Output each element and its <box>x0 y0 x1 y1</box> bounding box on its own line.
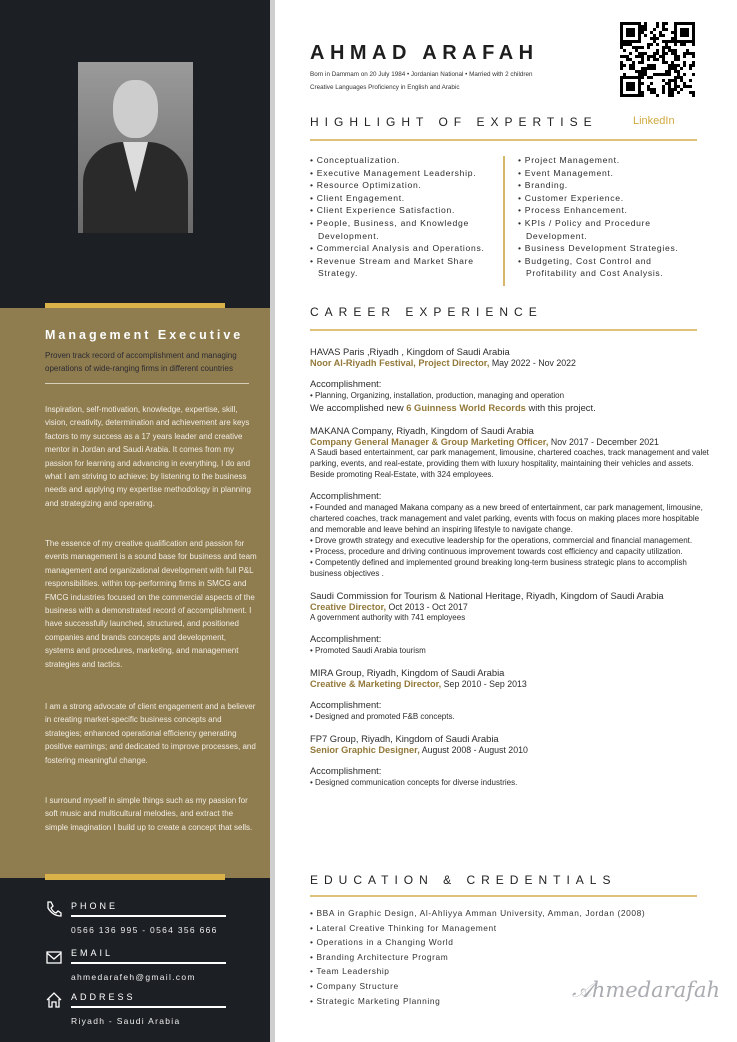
education-heading: EDUCATION & CREDENTIALS <box>310 873 617 887</box>
phone-value[interactable]: 0566 136 995 - 0564 356 666 <box>71 925 218 935</box>
expertise-item: • Process Enhancement. <box>518 204 698 217</box>
accomplishment-item: • Founded and managed Makana company as a new breed of entertainment, car park management, limousine, chartered coaches, track management and valet parking, events with focus on making places more hospitable and memorable and leave behind an inspiring lifestyle to navigate change. <box>310 503 703 534</box>
job-dates: May 2022 - Nov 2022 <box>489 358 576 368</box>
accomplishment-label: Accomplishment: <box>310 765 382 776</box>
expertise-item: • Event Management. <box>518 167 698 180</box>
job-entry <box>310 345 710 414</box>
accomplishment-item: • Planning, Organizing, installation, production, managing and operation <box>310 391 565 400</box>
qr-code <box>620 22 695 100</box>
expertise-item: • Conceptualization. <box>310 154 500 167</box>
job-role-line <box>310 358 710 368</box>
education-item: • Strategic Marketing Planning <box>310 994 645 1009</box>
note-text: with this project. <box>525 402 596 413</box>
job-role: Company General Manager & Group Marketing Officer, <box>310 437 549 447</box>
job-dates: Sep 2010 - Sep 2013 <box>441 679 527 689</box>
job-role: Creative Director, <box>310 602 387 612</box>
accomplishment-item: • Promoted Saudi Arabia tourism <box>310 646 426 655</box>
column-divider <box>503 156 505 286</box>
phone-icon <box>45 900 63 918</box>
education-item: • Branding Architecture Program <box>310 950 645 965</box>
job-role: Noor Al-Riyadh Festival, Project Director, <box>310 358 490 368</box>
divider <box>71 915 226 917</box>
divider <box>45 383 249 384</box>
note-highlight: 6 Guinness World Records <box>406 402 526 413</box>
job-description: A government authority with 741 employees <box>310 613 466 622</box>
accomplishment-label: Accomplishment: <box>310 490 382 501</box>
accomplishment-label: Accomplishment: <box>310 699 382 710</box>
divider <box>310 329 697 331</box>
education-item: • Operations in a Changing World <box>310 935 645 950</box>
address-value: Riyadh - Saudi Arabia <box>71 1016 181 1026</box>
divider <box>71 962 226 964</box>
bio-line: Born in Dammam on 20 July 1984 • Jordanian National • Married with 2 children <box>310 71 533 78</box>
education-item: • Lateral Creative Thinking for Management <box>310 921 645 936</box>
expertise-item: • Client Engagement. <box>310 192 500 205</box>
profile-paragraph: I am a strong advocate of client engagement and a believer in creating market-specific business concepts and strategies; enhanced operational efficiency generating positive earnings; and dedicated to improve processes, and fostering meaningful change. <box>45 702 256 765</box>
job-entry <box>310 424 710 579</box>
signature: 𝒜hmedarafah <box>572 978 721 1002</box>
job-company: MIRA Group, Riyadh, Kingdom of Saudi Arabia <box>310 667 505 678</box>
profile-photo <box>78 62 193 233</box>
job-role-line <box>310 679 710 689</box>
job-role-line <box>310 745 710 755</box>
expertise-item: • People, Business, and Knowledge Development. <box>310 217 500 242</box>
accomplishment-label: Accomplishment: <box>310 633 382 644</box>
profile-paragraph: I surround myself in simple things such as my passion for soft music and multicultural melodies, and extract the simple imagination I build up to create a concept that sells. <box>45 796 253 832</box>
linkedin-link[interactable]: LinkedIn <box>633 115 675 127</box>
accomplishment-item: • Process, procedure and driving continuous improvement towards cost efficiency and capacity utilization. <box>310 547 683 556</box>
expertise-item: • Business Development Strategies. <box>518 242 698 255</box>
note-text: We accomplished new <box>310 402 407 413</box>
career-heading: CAREER EXPERIENCE <box>310 305 543 319</box>
job-company: Saudi Commission for Tourism & National Heritage, Riyadh, Kingdom of Saudi Arabia <box>310 590 664 601</box>
divider <box>310 139 697 141</box>
accomplishment-item: • Competently defined and implemented ground breaking long-term business strategic plans to accomplish business objectives . <box>310 558 687 578</box>
job-company: MAKANA Company, Riyadh, Kingdom of Saudi Arabia <box>310 425 534 436</box>
profile-title: Management Executive <box>45 328 244 342</box>
sidebar-edge <box>270 0 275 1042</box>
job-entry <box>310 732 710 788</box>
profile-paragraph: Inspiration, self-motivation, knowledge, expertise, skill, vision, creativity, determination and achievement are keys factors to my success as a 17 years leader and creative mentor in Jordan and Saudi Arabia. It comes from my passion for learning and advancing in everything, I do and what I am striving to achieve; by listening to the business needs and applying my expertise methodology in planning and strategizing and operating. <box>45 405 251 508</box>
candidate-name: AHMAD ARAFAH <box>310 42 539 64</box>
job-description: A Saudi based entertainment, car park management, limousine, chartered coaches, track management and valet parking, events, and real-estate, providing them with luxury hospitality, maintaining their vehicles and assets. Beside promoting Real-Estate, with 324 employees. <box>310 448 709 479</box>
education-item: • BBA in Graphic Design, Al-Ahliyya Amman University, Amman, Jordan (2008) <box>310 906 645 921</box>
job-dates: Nov 2017 - December 2021 <box>548 437 659 447</box>
divider <box>310 895 697 897</box>
job-entry <box>310 666 710 722</box>
accomplishment-note <box>310 401 710 414</box>
divider <box>71 1006 226 1008</box>
job-entry <box>310 589 710 656</box>
job-company: HAVAS Paris ,Riyadh , Kingdom of Saudi Arabia <box>310 346 510 357</box>
expertise-list-right <box>518 154 698 280</box>
home-icon <box>45 991 63 1009</box>
address-label: ADDRESS <box>71 992 136 1002</box>
accomplishment-item: • Designed communication concepts for diverse industries. <box>310 778 518 787</box>
accomplishment-item: • Drove growth strategy and executive leadership for the operations, commercial and financial management. <box>310 536 693 545</box>
expertise-item: • Resource Optimization. <box>310 179 500 192</box>
expertise-list-left <box>310 154 500 280</box>
profile-subtitle: Proven track record of accomplishment and managing operations of wide-ranging firms in different countries <box>45 351 237 373</box>
job-company: FP7 Group, Riyadh, Kingdom of Saudi Arabia <box>310 733 499 744</box>
accomplishment-label: Accomplishment: <box>310 378 382 389</box>
email-value[interactable]: ahmedarafeh@gmail.com <box>71 972 196 982</box>
expertise-item: • Customer Experience. <box>518 192 698 205</box>
expertise-heading: HIGHLIGHT OF EXPERTISE <box>310 115 598 129</box>
expertise-item: • Project Management. <box>518 154 698 167</box>
expertise-item: • Revenue Stream and Market Share Strategy. <box>310 255 500 280</box>
accomplishment-item: • Designed and promoted F&B concepts. <box>310 712 455 721</box>
job-role: Senior Graphic Designer, <box>310 745 420 755</box>
education-item: • Company Structure <box>310 979 645 994</box>
email-label: EMAIL <box>71 948 114 958</box>
expertise-item: • KPIs / Policy and Procedure Development. <box>518 217 698 242</box>
expertise-item: • Commercial Analysis and Operations. <box>310 242 500 255</box>
job-role-line <box>310 437 710 447</box>
job-role-line <box>310 602 710 612</box>
bio-line: Creative Languages Proficiency in English and Arabic <box>310 84 460 91</box>
gold-bar-bottom <box>45 874 225 880</box>
job-dates: Oct 2013 - Oct 2017 <box>386 602 468 612</box>
expertise-item: • Client Experience Satisfaction. <box>310 204 500 217</box>
phone-label: PHONE <box>71 901 119 911</box>
job-dates: August 2008 - August 2010 <box>419 745 528 755</box>
job-role: Creative & Marketing Director, <box>310 679 442 689</box>
profile-paragraph: The essence of my creative qualification and passion for events management is a sound base for business and team management and organizational development with full P&L responsibilities. within top-performing firms in SMCG and FMCG industries focused on the commercial aspects of the business with a demonstrated record of accomplishment. I have successfully launched, structured, and positioned companies and brands concepts and development, systems and procedures, marketing, and management strategies and tactics. <box>45 539 257 669</box>
email-icon <box>45 948 63 966</box>
expertise-item: • Executive Management Leadership. <box>310 167 500 180</box>
expertise-item: • Budgeting, Cost Control and Profitability and Cost Analysis. <box>518 255 698 280</box>
education-item: • Team Leadership <box>310 964 645 979</box>
expertise-item: • Branding. <box>518 179 698 192</box>
career-list <box>310 345 710 798</box>
